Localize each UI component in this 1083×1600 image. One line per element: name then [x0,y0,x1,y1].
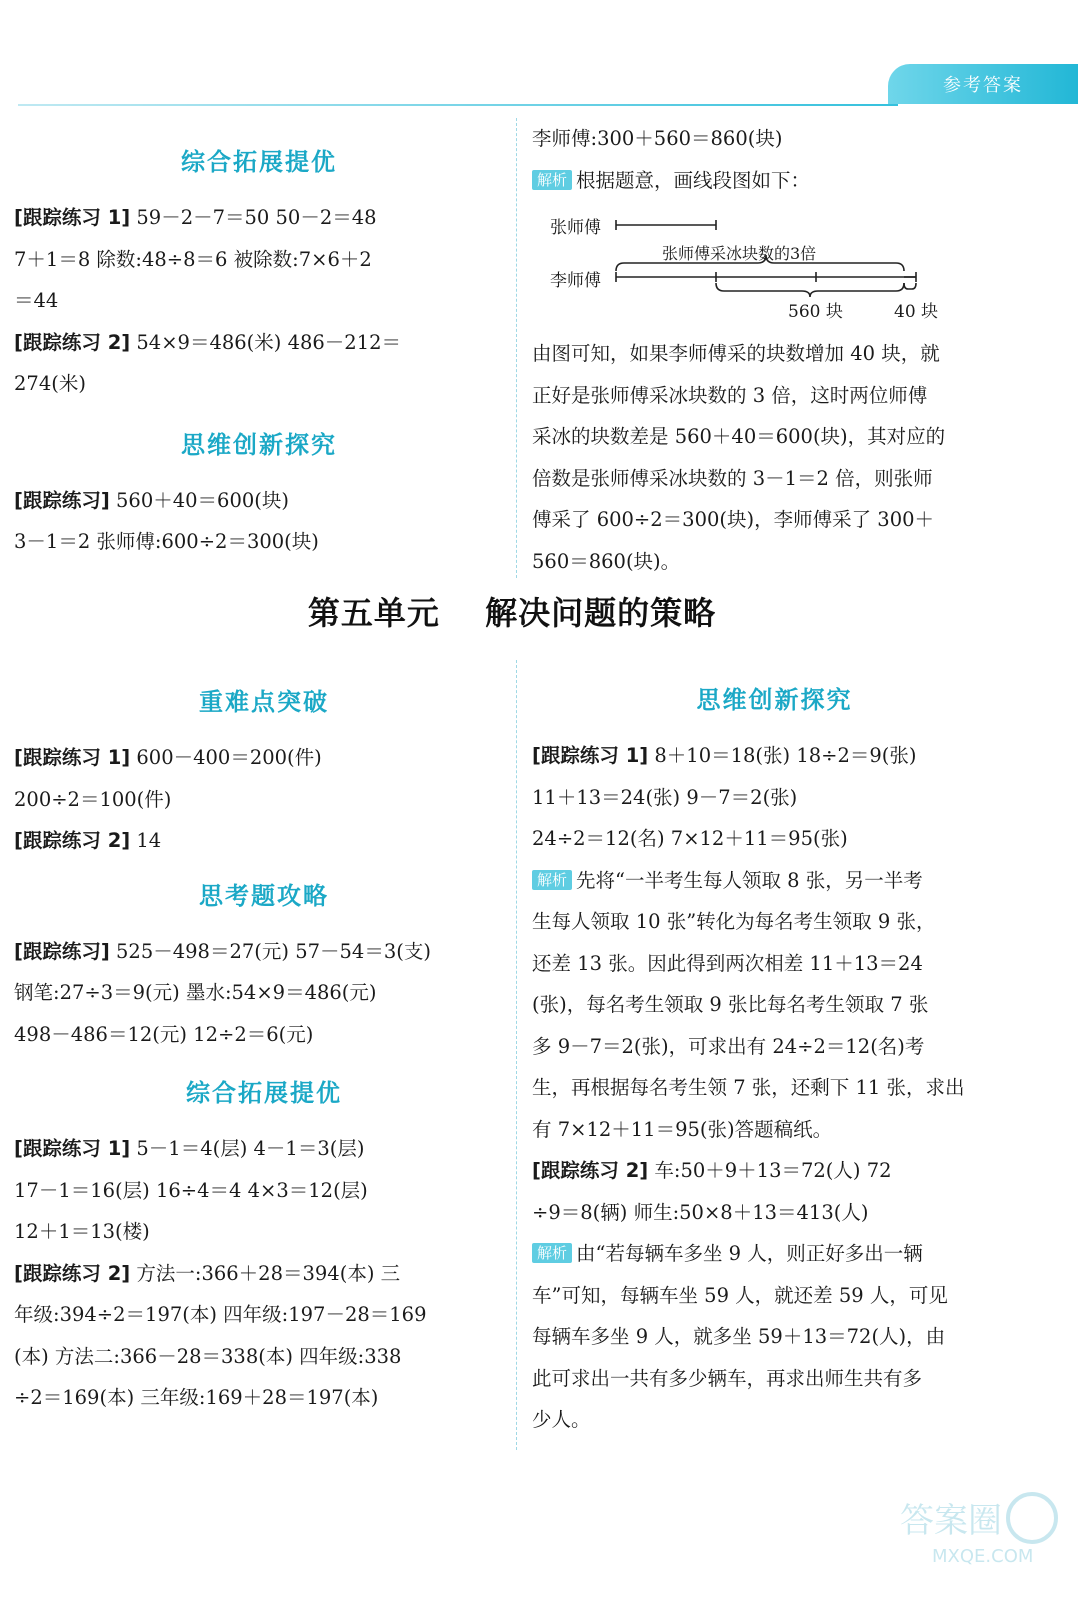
exercise-tag: [跟踪练习 2] [14,1261,131,1285]
answer-line [532,777,1017,819]
analysis-badge: 解析 [532,170,572,190]
answer-text: 3－1＝2 张师傅:600÷2＝300(块) [14,530,319,553]
answer-text: 每辆车多坐 9 人，就多坐 59＋13＝72(人)，由 [532,1325,946,1348]
answer-line: 倍数是张师傅采冰块数的 3－1＝2 倍，则张师 [532,466,933,490]
answer-text: 少人。 [532,1408,591,1431]
answer-text: 方法一:366＋28＝394(本) 三 [130,1261,401,1285]
answer-line: 傅采了 600÷2＝300(块)，李师傅采了 300＋ [532,508,935,531]
answer-line [14,480,504,522]
diagram-label-40: 40 块 [894,302,939,322]
answer-line [14,737,514,779]
exercise-tag: [跟踪练习 2] [14,829,131,852]
section-title: 综合拓展提优 [186,1079,342,1107]
answer-line [14,779,514,821]
watermark-domain: MXQE.COM [932,1546,1034,1567]
answer-line [532,735,1017,777]
answer-text: 11＋13＝24(张) 9－7＝2(张) [532,785,798,809]
left-bottom-column [14,670,514,1419]
section-title: 思考题攻略 [199,881,329,910]
right-top-column [532,118,1017,582]
header-rule [18,104,898,106]
answer-line [14,197,504,239]
answer-text: 5－1＝4(层) 4－1＝3(层) [130,1137,365,1160]
left-top-column [14,130,504,563]
right-bottom-column [532,670,1017,1441]
answer-line [14,363,504,405]
header-tab-label: 参考答案 [943,75,1023,96]
answer-line [14,1294,514,1336]
diagram-lines [532,207,1017,327]
answer-line [532,901,1017,943]
column-divider [516,118,517,578]
answer-line [14,1336,514,1378]
diagram-label-zhang: 张师傅 [550,218,601,238]
answer-text: 8＋10＝18(张) 18÷2＝9(张) [648,744,917,767]
exercise-tag: [跟踪练习 1] [14,1137,131,1160]
answer-text: 59－2－7＝50 50－2＝48 [130,206,377,229]
answer-line: 李师傅:300＋560＝860(块) [532,127,783,150]
answer-text: 560＋40＝600(块) [109,488,289,512]
answer-text: 钢笔:27÷3＝9(元) 墨水:54×9＝486(元) [14,981,377,1004]
brace-40 [904,283,916,289]
answer-line [14,322,504,364]
answer-line [532,984,1017,1026]
answer-line [532,1358,1017,1400]
answer-text: 此可求出一共有多少辆车，再求出师生共有多 [532,1366,923,1390]
exercise-tag: [跟踪练习] [14,488,110,512]
analysis-badge: 解析 [532,1243,572,1263]
answer-text: 车:50＋9＋13＝72(人) 72 [648,1159,892,1182]
answer-line [14,280,504,322]
answer-lines [532,735,1017,1441]
answer-text: 年级:394÷2＝197(本) 四年级:197－28＝169 [14,1303,427,1326]
diagram-label-li: 李师傅 [550,271,601,291]
answer-line [14,1014,514,1056]
answer-line [532,860,1017,902]
answer-text: 498－486＝12(元) 12÷2＝6(元) [14,1022,314,1046]
header-tab [888,64,1078,104]
answer-lines [14,1128,514,1419]
answer-text: (本) 方法二:366－28＝338(本) 四年级:338 [14,1344,402,1368]
answer-text: 7＋1＝8 除数:48÷8＝6 被除数:7×6＋2 [14,247,372,271]
answer-line [14,521,504,563]
exercise-tag: [跟踪练习 2] [532,1159,649,1182]
section-title: 思维创新探究 [181,430,337,459]
answer-text: 生每人领取 10 张”转化为每名考生领取 9 张， [532,910,936,933]
answer-line [532,1399,1017,1441]
answer-line [532,1109,1017,1151]
answer-line: 采冰的块数差是 560＋40＝600(块)，其对应的 [532,425,946,448]
diagram-label-560: 560 块 [788,302,843,322]
answer-text: 生，再根据每名考生领 7 张，还剩下 11 张，求出 [532,1076,965,1099]
section-title: 重难点突破 [199,688,329,716]
answer-line: 正好是张师傅采冰块数的 3 倍，这时两位师傅 [532,383,928,407]
diagram-brace-label: 张师傅采冰块数的3倍 [662,244,817,263]
answer-text: 525－498＝27(元) 57－54＝3(支) [109,939,431,963]
answer-line [532,1233,1017,1275]
answer-text: 200÷2＝100(件) [14,787,172,811]
answer-line [14,972,514,1014]
answer-text: (张)，每名考生领取 9 张比每名考生领取 7 张 [532,993,929,1016]
answer-line [14,1377,514,1419]
section-title: 综合拓展提优 [181,148,337,176]
answer-text: 54×9＝486(米) 486－212＝ [130,330,402,354]
answer-text: 600－400＝200(件) [130,746,322,769]
line-segment-diagram [532,207,1017,327]
answer-lines [14,480,504,563]
answer-text: 多 9－7＝2(张)，可求出有 24÷2＝12(名)考 [532,1034,925,1058]
answer-text: 先将“一半考生每人领取 8 张，另一半考 [576,868,923,892]
brace-top [616,255,904,271]
column-divider [516,660,517,1450]
answer-line [532,1026,1017,1068]
brace-560 [716,283,904,297]
answer-line [14,1253,514,1295]
answer-line: 由图可知，如果李师傅采的块数增加 40 块，就 [532,342,940,365]
exercise-tag: [跟踪练习 1] [14,746,131,769]
answer-line [532,818,1017,860]
answer-line [532,1192,1017,1234]
answer-line [532,1275,1017,1317]
answer-line: 560＝860(块)。 [532,549,681,573]
answer-text: 274(米) [14,372,86,395]
answer-line [14,1211,514,1253]
answer-text: 12＋1＝13(楼) [14,1220,150,1243]
exercise-tag: [跟踪练习] [14,939,110,963]
answer-line [14,1170,514,1212]
answer-text: ＝44 [14,289,59,312]
answer-text: 车”可知，每辆车坐 59 人，就还差 59 人，可见 [532,1283,948,1307]
analysis-text: 根据题意，画线段图如下： [576,168,811,192]
answer-line [14,931,514,973]
answer-lines [14,737,514,862]
answer-lines [14,931,514,1056]
answer-line [14,1128,514,1170]
answer-text: 有 7×12＋11＝95(张)答题稿纸。 [532,1117,833,1141]
answer-lines [14,197,504,405]
section-title: 思维创新探究 [696,686,853,714]
answer-line [14,239,504,281]
answer-text: 还差 13 张。因此得到两次相差 11＋13＝24 [532,951,923,975]
answer-line [532,1150,1017,1192]
answer-line [532,1316,1017,1358]
answer-line [532,1067,1017,1109]
answer-line [14,820,514,862]
watermark-logo [892,1488,1062,1568]
answer-text: ÷9＝8(辆) 师生:50×8＋13＝413(人) [532,1200,869,1224]
answer-text: 17－1＝16(层) 16÷4＝4 4×3＝12(层) [14,1178,368,1202]
exercise-tag: [跟踪练习 1] [14,206,131,229]
exercise-tag: [跟踪练习 2] [14,330,131,354]
analysis-lines [532,333,1017,582]
answer-text: 由“若每辆车多坐 9 人，则正好多出一辆 [576,1242,923,1265]
analysis-badge: 解析 [532,870,572,890]
answer-text: 24÷2＝12(名) 7×12＋11＝95(张) [532,827,848,850]
analysis-line [532,160,1017,202]
unit-title: 第五单元 解决问题的策略 [307,594,717,632]
exercise-tag: [跟踪练习 1] [532,744,649,767]
answer-line [532,943,1017,985]
answer-text: 14 [130,829,162,852]
answer-text: ÷2＝169(本) 三年级:169＋28＝197(本) [14,1386,379,1409]
watermark-text: 答案圈 [900,1501,1002,1541]
